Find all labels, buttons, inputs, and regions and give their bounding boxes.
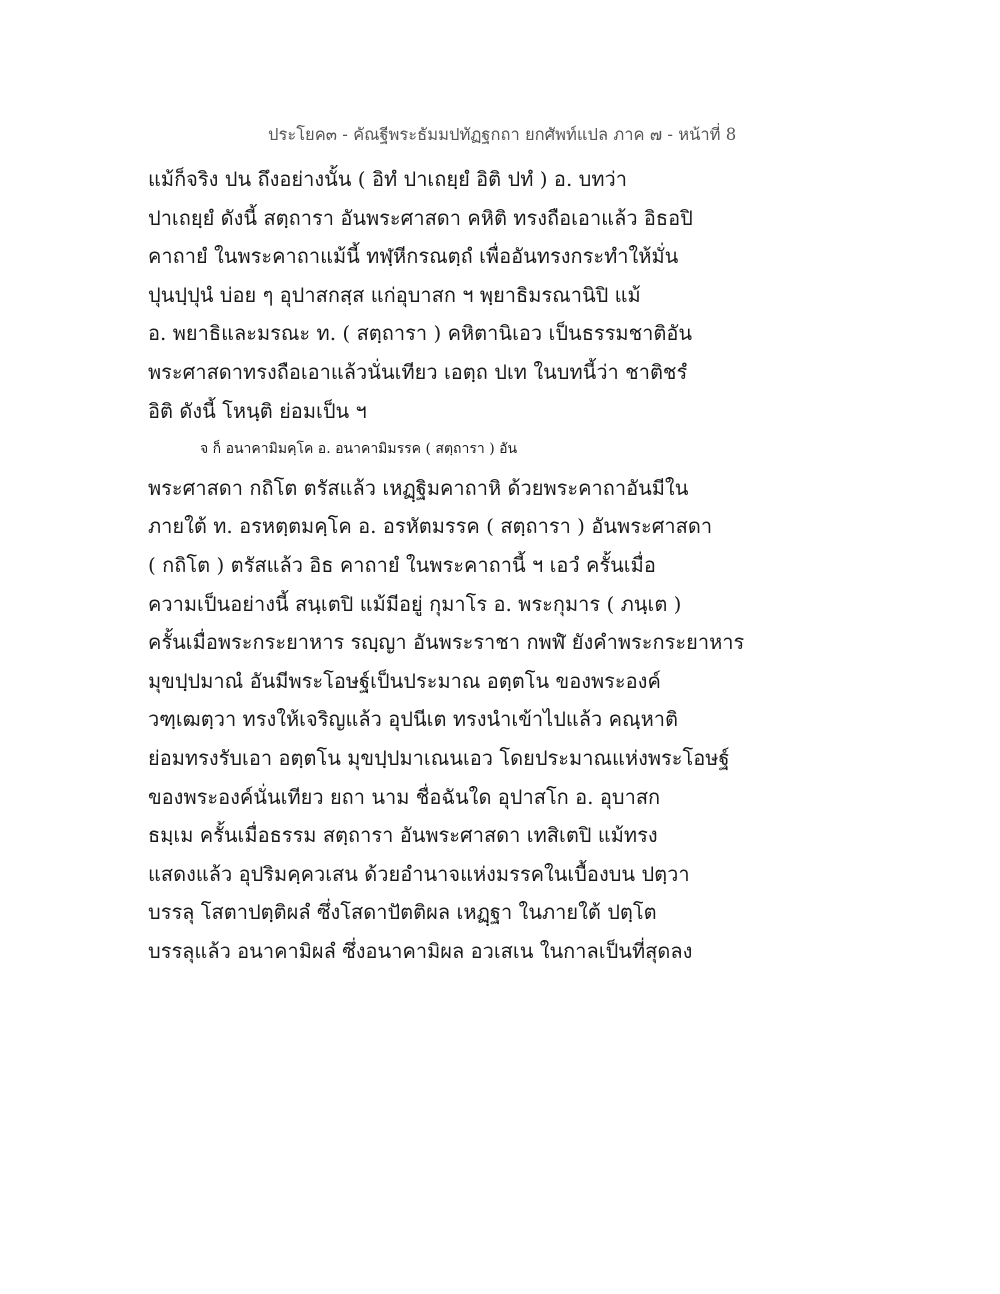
text-line: ปาเถยฺยํ ดังนี้ สตฺถารา อันพระศาสดา คหิติ ทรงถือเอาแล้ว อิธอปิ — [148, 205, 693, 230]
text-line: พระศาสดาทรงถือเอาแล้วนั่นเทียว เอตฺถ ปเท ในบทนี้ว่า ชาติชรํ — [148, 359, 688, 384]
text-line: อ. พยาธิและมรณะ ท. ( สตฺถารา ) คหิตานิเอว เป็นธรรมชาติอัน — [148, 321, 693, 346]
text-line: วฑฺเฒตฺวา ทรงให้เจริญแล้ว อุปนีเต ทรงนำเข้าไปแล้ว คณฺหาติ — [148, 707, 678, 732]
body-text — [148, 160, 748, 970]
running-header: ประโยค๓ - คัณฐีพระธัมมปทัฏฐกถา ยกศัพท์แปล ภาค ๗ - หน้าที่ 8 — [268, 125, 737, 144]
text-line: แม้ก็จริง ปน ถึงอย่างนั้น ( อิทํ ปาเถยฺยํ อิติ ปทํ ) อ. บทว่า — [148, 167, 627, 191]
text-line: ครั้นเมื่อพระกระยาหาร รญฺญา อันพระราชา กพฬํ ยังคำพระกระยาหาร — [148, 630, 745, 655]
text-line: ธมฺเม ครั้นเมื่อธรรม สตฺถารา อันพระศาสดา เทสิเตปิ แม้ทรง — [148, 823, 658, 848]
text-line: ภายใต้ ท. อรหตฺตมคฺโค อ. อรหัตมรรค ( สตฺถารา ) อันพระศาสดา — [148, 514, 713, 539]
text-line: ปุนปฺปุนํ บ่อย ๆ อุปาสกสฺส แก่อุบาสก ฯ พฺยาธิมรณานิปิ แม้ — [148, 282, 641, 307]
text-line: ความเป็นอย่างนี้ สนฺเตปิ แม้มีอยู่ กุมาโร อ. พระกุมาร ( ภนฺเต ) — [148, 591, 682, 616]
text-line: พระศาสดา กถิโต ตรัสแล้ว เหฏฺฐิมคาถาหิ ด้วยพระคาถาอันมีใน — [148, 475, 689, 500]
text-line: แสดงแล้ว อุปริมคฺควเสน ด้วยอำนาจแห่งมรรคในเบื้องบน ปตฺวา — [148, 861, 690, 886]
text-line: คาถายํ ในพระคาถาแม้นี้ ทฬฺหีกรณตฺถํ เพื่ออันทรงกระทำให้มั่น — [148, 244, 679, 269]
text-line: มุขปฺปมาณํ อันมีพระโอษฐ์เป็นประมาณ อตฺตโน ของพระองค์ — [148, 668, 661, 693]
text-line: อิติ ดังนี้ โหนฺติ ย่อมเป็น ฯ — [148, 398, 367, 423]
text-line: ของพระองค์นั่นเทียว ยถา นาม ชื่อฉันใด อุปาสโก อ. อุบาสก — [148, 784, 661, 809]
text-line: บรรลุ โสตาปตฺติผลํ ซึ่งโสดาปัตติผล เหฏฺฐา ในภายใต้ ปตฺโต — [148, 900, 657, 925]
text-line: ( กถิโต ) ตรัสแล้ว อิธ คาถายํ ในพระคาถานี้ ฯ เอวํ ครั้นเมื่อ — [148, 552, 656, 577]
text-line: จ ก็ อนาคามิมคฺโค อ. อนาคามิมรรค ( สตฺถารา ) อัน — [200, 441, 518, 458]
text-line: ย่อมทรงรับเอา อตฺตโน มุขปฺปมาเณนเอว โดยประมาณแห่งพระโอษฐ์ — [148, 745, 730, 770]
text-line: บรรลุแล้ว อนาคามิผลํ ซึ่งอนาคามิผล อวเสเน ในกาลเป็นที่สุดลง — [148, 938, 693, 963]
